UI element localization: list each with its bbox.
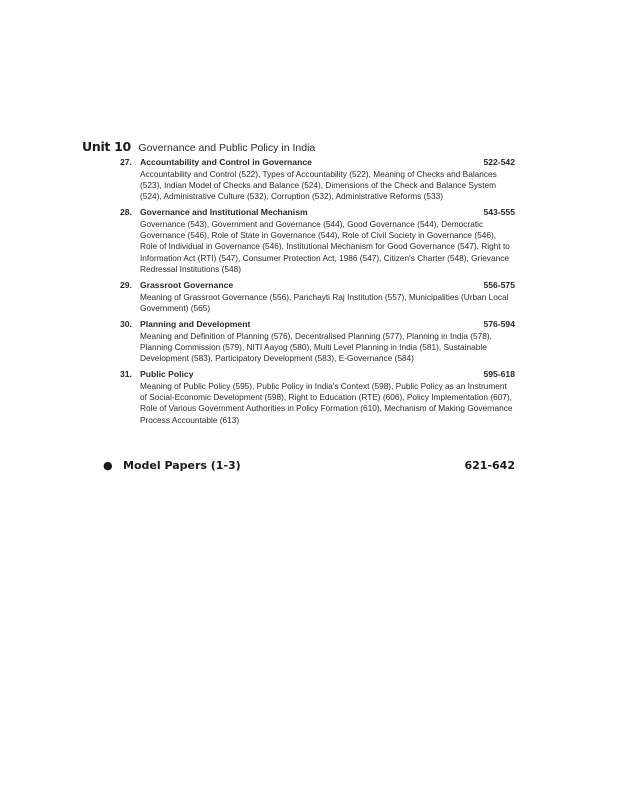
chapter-entry (120, 207, 515, 274)
chapter-entry (120, 280, 515, 314)
chapter-title: Public Policy (140, 369, 194, 380)
chapter-title: Planning and Development (140, 318, 251, 329)
chapter-list (120, 157, 515, 431)
chapter-entry (120, 319, 515, 364)
chapter-heading (120, 280, 515, 291)
chapter-page-range: 543-555 (483, 207, 515, 218)
chapter-heading (120, 157, 515, 168)
chapter-topics: Governance (543), Government and Governance (544), Good Governance (544), Democratic Governance (546), Role of State in Governance (544), Role of Civil Society in Governance (546), Role of Individual in Governance (546), Institutional Mechanism for Good Governance (547), Right to Information Act (RTI) (547), Consumer Protection Act, 1986 (547), Citizen's Charter (548), Grievance Redressal Institutions (548) (140, 219, 510, 274)
bullet-icon: ● (103, 459, 113, 472)
model-papers-title: Model Papers (1-3) (123, 459, 241, 472)
unit-header (82, 138, 532, 156)
unit-title: Governance and Public Policy in India (138, 142, 316, 154)
chapter-entry (120, 157, 515, 202)
chapter-title: Accountability and Control in Governance (140, 157, 312, 167)
chapter-topics: Meaning of Public Policy (595), Public Policy in India's Context (598), Public Policy as an Instrument of Social-Economic Development (598), Right to Education (RTE) (606), Policy Implementation (607), Role of Various Government Authorities in Policy Formation (610), Mechanism of Making Governance Process Accountable (613) (140, 381, 513, 425)
chapter-number: 30. (120, 318, 132, 329)
chapter-entry (120, 369, 515, 425)
chapter-number: 31. (120, 369, 132, 380)
chapter-page-range: 576-594 (483, 318, 515, 329)
chapter-title: Governance and Institutional Mechanism (140, 207, 308, 218)
chapter-title: Grassroot Governance (140, 279, 234, 290)
model-papers-page-range: 621-642 (464, 459, 515, 472)
chapter-heading (120, 319, 515, 330)
model-papers-entry (103, 459, 515, 472)
chapter-topics: Meaning and Definition of Planning (576), Decentralised Planning (577), Planning in India (578), Planning Commission (579), NITI Aayog (580), Multi Level Planning in India (581), Sustainable Development (583), Participatory Development (583), E-Governance (584) (140, 330, 492, 364)
unit-label: Unit 10 (82, 139, 131, 154)
chapter-topics: Accountability and Control (522), Types of Accountability (522), Meaning of Checks and Balances (523), Indian Model of Checks and Balance (524), Dimensions of the Check and Balance System (524), Administrative Culture (532), Corruption (532), Administrative Reforms (533) (140, 169, 497, 202)
chapter-page-range: 522-542 (483, 157, 515, 167)
chapter-topics: Meaning of Grassroot Governance (556), Panchayti Raj Institution (557), Municipalities (Urban Local Government) (565) (140, 291, 509, 313)
chapter-number: 27. (120, 157, 132, 167)
chapter-number: 28. (120, 207, 132, 218)
chapter-page-range: 595-618 (483, 369, 515, 380)
chapter-heading (120, 207, 515, 218)
chapter-heading (120, 369, 515, 380)
chapter-page-range: 556-575 (483, 279, 515, 290)
chapter-number: 29. (120, 279, 132, 290)
